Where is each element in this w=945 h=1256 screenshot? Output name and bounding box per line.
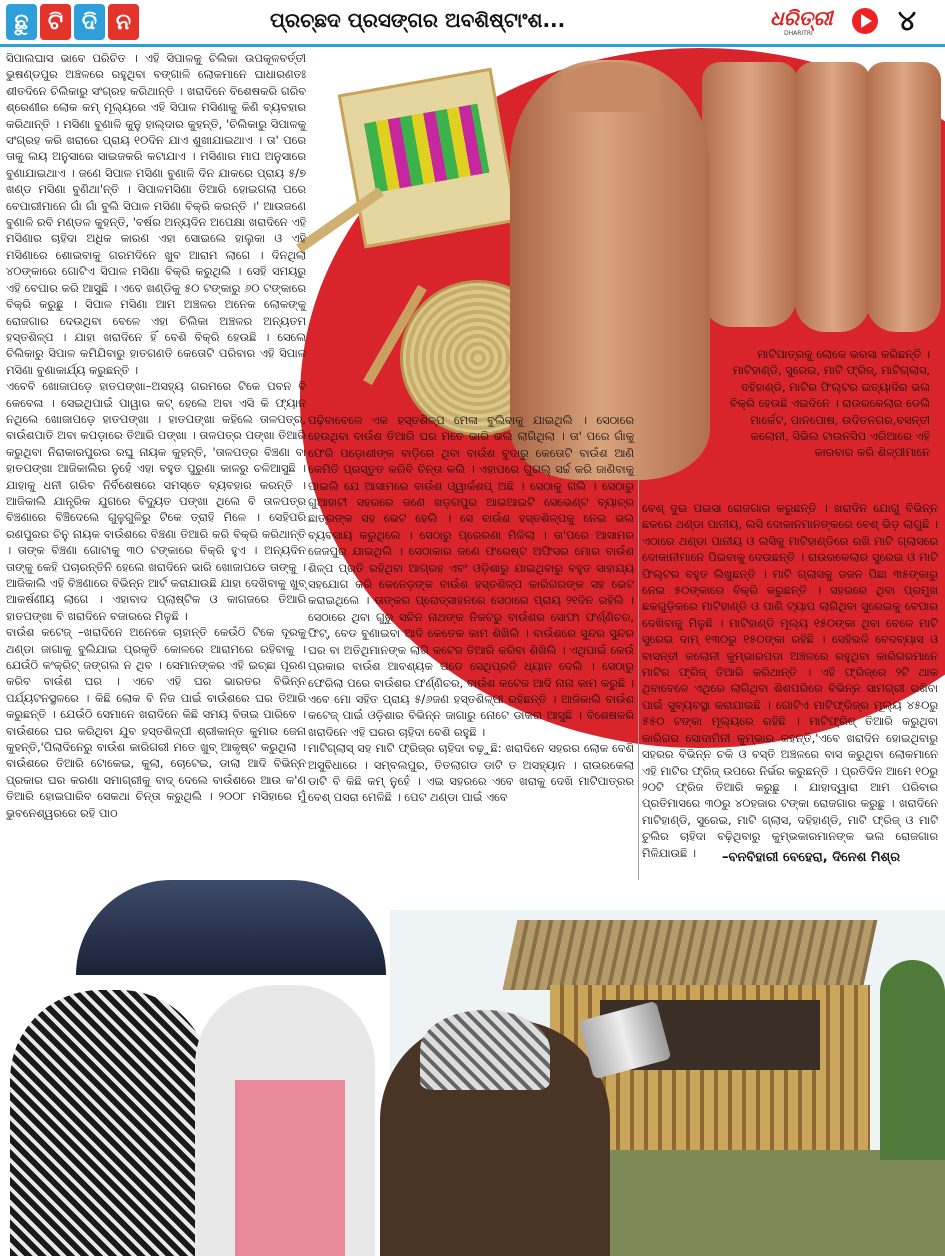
tree-image — [880, 960, 945, 1160]
brand-logo: ଧରିତ୍ରୀ — [770, 6, 833, 30]
header-divider — [0, 44, 945, 47]
umbrella-image — [76, 880, 386, 975]
section-headline: ପ୍ରଚ୍ଛଦ ପ୍ରସଙ୍ଗର ଅବଶିଷ୍ଟାଂଶ... — [270, 8, 566, 32]
person-pink-shirt — [235, 1080, 345, 1256]
article-column-3 — [642, 500, 938, 861]
byline: –ବନବିହାରୀ ବେହେରା, ଦିନେଶ ମିଶ୍ର — [722, 850, 901, 865]
article-column-3-top: ମାଟିପାତ୍ରକୁ ଲୋକେ ଭରସା କରିଛନ୍ତି । ମାଟିହାଣ୍ଡି, ସୁରେଇ, ମାଟି ଫ୍ରିଜ୍, ମାଟିଗ୍ଲାସ, ଦହିହାଣ୍ଡି, ମାଟିର ଫିଲ୍‌ଟର ଇତ୍ୟାଦିର ଭଲ ବିକ୍ରି ହେଉଛି ଏଇଦିନେ । ରାଉରକେଲାର ଡେଲି ମାର୍କେଟ, ପାନପୋଷ, ଉଦିତନଗର,ବସନ୍ତୀ କଲୋନୀ, ସିଭିଲ ଟାଉନସିପ ଏରିଆରେ ଏହି କାରବାର କରି ଶିଳ୍ପୀମାନେ — [729, 347, 930, 460]
clay-pot-image — [702, 62, 797, 327]
page-header — [0, 0, 945, 44]
logo-tile: ନ — [108, 4, 139, 40]
paragraph: ମାଟିଗ୍ଲାସ୍ ସହ ମାଟି ଫ୍ରିଜ୍‌ର ଚାହିଦା ବଢ଼ୁଛି: ଖରାଦିନେ ସହରର ଲୋକ ବେଶି ଅସୁବିଧାରେ । ସମ୍ବଲପୁର, ତିତଲାଗଡ ଡାଟି ତ ଅସହ୍ୟାନ । ରାଉରକେଲା ଡାଟି ବି କିଛି କମ୍ ନୁହେଁ । ଏଇ ସହରରେ ଏବେ ଖରାକୁ ଦେଖି ମାଟିପାତ୍ରର ବେଶ୍ ପସରା ମେଳିଛି । ପେଟ ଥଣ୍ଡା ପାଇଁ ଏବେ — [308, 741, 634, 805]
checked-headcloth — [420, 1010, 550, 1090]
hand-fan-image — [338, 68, 519, 249]
bamboo-cottage-roof — [503, 920, 878, 990]
clay-jar-lid — [560, 62, 660, 112]
article-column-1 — [6, 50, 306, 821]
paragraph: ପଢ଼ିବାବେଳେ ଏକ ହସ୍ତଶିଳ୍ପ ମେଳା ବୁଲିବାକୁ ଯାଇଥିଲି । ସେଠାରେ ହେଉଥିବା ବାଉଁଶ ତିଆରି ଘର ମତେ ଭାରି ଭଲ ଲାଗିଥିଲା । ତା' ପରେ ଗାଁକୁ ଫେରି ପଡ଼ୋଶୀଙ୍କ ବାଡ଼ିରେ ଥିବା ବାଉଁଶ ବୁଦାରୁ କେତୋଟି ବାଉଁଶ ଆଣି କେମିତି ପ୍ରସ୍ତୁତ କରିବି ଚିନ୍ତା କଲି । ଏହାପରେ ଗୁଗଲ୍ ସର୍ଚ୍ଚ କରି ଜାଣିବାକୁ ପାଇଲି ଯେ ଆସାମରେ ବାଉଁଶ ଓ୍ୱାର୍କଶପ୍ ଅଛି । ସେଠାକୁ ଗଲି । ସେଠାରୁ ଗୁଆହାଟୀ ସହରରେ ଜଣେ ଖଡ଼ଗପୁର ଆଇଆଇଟି ସେଭେଣ୍ଟ ବ୍ୟାଚ୍ର ଛାତ୍ରଙ୍କ ସହ ଭେଟ ହେଲି । ସେ ବାଉଁଶ ହସ୍ତଶିଳ୍ପକୁ ନେଇ ଭଲ ବ୍ୟବସାୟ କରୁଥିଲେ । ସେଠାରୁ ପ୍ରେରଣା ମିଳିଲା । ତା'ପରେ ଆସାମର ଜେଜପୁର ଯାଇଥିଲି । ସେଠାକାର ଜଣେ ଫରେଷ୍ଟ ଅଫିସର ମୋର ବାଉଁଶ ଶିଳ୍ପ ପ୍ରତି ରହିଥିବା ଆଗ୍ରହ ଏବଂ ଓଡ଼ିଶାରୁ ଯାଇଥିବାରୁ ବହୁତ ସାହାଯ୍ୟ ସହଯୋଗ କରି କେନେଡ଼ଙ୍କ ବାଉଁଶ ହସ୍ତଶିଳ୍ପ କାରିଗରଙ୍କ ସହ ଭେଟ କରାଇଥିଲେ । ତାଙ୍କର ପ୍ରୋତ୍ସାହନରେ ସେଠାରେ ପ୍ରାୟ ୨୧ଦିନ ରହିଲି । ସେଠାରେ ଥିବା ଗୁରୁ ସଚିନ ନାଥଙ୍କ ନିକଟରୁ ବାଉଁଶର ସୋଫା ଫର୍ଣ୍ଣିଚର, ଫିଟ୍, ବେଡ ବୁଣାଇବା ଆଦି କେତେକ କାମ ଶିଖିଲି । ବାଉଁଶରେ ସୁନ୍ଦର ସୁନ୍ଦର ଘର ବା ଅତିଥିମାନଙ୍କ ଲାଗି କଟେଜ ତିଆରି କରିବା ଶିଖିଲି । ଏଥିପାଇଁ କେଉଁ ପ୍ରକାର ବାଉଁଶ ଆବଶ୍ୟକ ପଡେ ସେଥିପ୍ରତି ଧ୍ୟାନ ଦେଲି । ସେଠାରୁ ଫେରିଲା ପରେ ବାଉଁଶର ଫର୍ଣ୍ଣିଚର, ବାଉଁଶ କଟେଜ ଆଦି ନାନା କାମ କରୁଛି । ଏବେ ମୋ ସହିତ ପ୍ରାୟ ୫/୬ଜଣ ହସ୍ତଶିଳ୍ପୀ ରହିଛନ୍ତି । ଆଜିକାଲି ବାଉଁଶ କଟେଜ୍ ପାଇଁ ଓଡ଼ିଶାର ବିଭିନ୍ନ ଜାଗାରୁ ନୋଟେ ଡାକରା ଆସୁଛି । ବିଶେଷକରି ଖରାଦିନେ ଏହି ଘରର ଚାହିଦା ବେଶି ରହୁଛି । — [308, 413, 634, 739]
paragraph: ଏବେବି ଖୋଜାପଡ଼େ ହାତପଙ୍ଖା–ଅସହ୍ୟ ଗରମରେ ଟିକେ ପବନ ବି କେବେଳା । ସେଇଥିପାଇଁ ପାୱାର କଟ୍ ହେଲେ ଅବା ଏସି କି ଫ୍ୟାନ ନଥିଲେ ଖୋଜାପଡ଼େ ହାତପଙ୍ଖା । ହାତପଙ୍ଖା କହିଲେ ତାଳପତ୍ର, ବାଉଁଶପାତି ଅବା କପଡ଼ାରେ ତିଆରି ପଙ୍ଖା । ତାଳପତ୍ର ପଙ୍ଖା ତିଆରି କରୁଥିବା ନିରାକାରପୁରର ରଘୁ ନାୟକ କୁହନ୍ତି, 'ତାଳପତ୍ର ବିଞ୍ଚଣା ବା ହାତପଙ୍ଖା ଆଜିକାଲିର ନୁହେଁ ଏହା ବହୁତ ପୁରୁଣା କାଳରୁ ଚଳିଆସୁଛି । ଯାହାକୁ ଧନୀ ଗରିବ ନିର୍ବିଶେଷରେ ସମସ୍ତେ ବ୍ୟବହାର କରନ୍ତି । ଆଜିକାଲି ଯାନ୍ତ୍ରିକ ଯୁଗରେ ବିଦ୍ୟୁତ ପଙ୍ଖା ଥିଲେ ବି ତାଳପତ୍ର ବିଞ୍ଚଣାରେ ବିଞ୍ଚିଦେଲେ ଗୁଳୁଗୁଳିରୁ ଟିକେ ତ୍ରାହି ମିଳେ । ସେହିପରି ରଣପୁରର ଚିନୁ ନାୟକ ବାଉଁଶରେ ବିଞ୍ଚଣା ତିଆରି କରି ବିକ୍ରି କରିଥାନ୍ତି । ତାଙ୍କ ବିଞ୍ଚଣା ଗୋଟାକୁ ୩୦ ଟଙ୍କାରେ ବିକ୍ରି ହୁଏ । ଅନ୍ୟଦିନ ତାଙ୍କୁ କେହି ପଚାରନ୍ତିନି ହେଲେ ଖରାଦିନେ ଭାରି ଖୋଜାପଡେ ତାଙ୍କୁ । ଆଜିକାଲି ଏହି ବିଞ୍ଚଣାରେ ବିଭିନ୍ନ ଆର୍ଟ କରାଯାଉଛି ଯାହା ଦେଖିବାକୁ ଖୁବ୍ ଆକର୍ଷଣୀୟ ଲାଗେ । ଏହାବାଦ ପ୍ଲାଷ୍ଟିକ ଓ କାଗଜରେ ତିଆରି ହାତପଙ୍ଖା ବି ଖରାଦିନେ ବଜାରରେ ମିଳୁଛି । — [6, 379, 306, 623]
logo-tile: ଦି — [74, 4, 105, 40]
paragraph: ସିପାଲଘାସ ଭାବେ ପରିଚିତ । ଏହି ସିପାଳକୁ ଚିଲିକା ଉପକୂଳବର୍ତ୍ତୀ ଭୁଷଣ୍ଡପୁର ଅଞ୍ଚଳରେ ରହୁଥିବା ବଙ୍ଗାଳି ଲୋକମାନେ ଘାଧାରଣତଃ ଶୀତଦିନେ ଚିଲିକାରୁ ସଂଗ୍ରହ କରିଥାନ୍ତି । ଖରାଦିନେ ବିଶେଷକରି ଗରିବ ଶ୍ରେଣୀର ଲୋକ କମ୍ ମୂଲ୍ୟରେ ଏହି ସିପାଳ ମସିଣାକୁ କିଣି ବ୍ୟବହାର କରିଥାନ୍ତି । ମସିଣା ବୁଣାଳି କୁନୁ ହାଲ୍‌ଦାର କୁହନ୍ତି, 'ଚିଲିକାରୁ ସିପାଳକୁ ସଂଗ୍ରହ କରି ଖରାରେ ପ୍ରାୟ ୧୦ଦିନ ଯାଏ ଶୁଖାଯାଇଥାଏ । ତା' ପରେ ତାକୁ ଲୟ ଅନୁସାରେ ସାଇଜକରି କଟାଯାଏ । ମସିଣାର ମାପ ଅନୁସାରେ ବୁଣାଯାଇଥାଏ । ଜଣେ ସିପାଳ ମସିଣା ବୁଣାଳି ଦିନ ଯାକରେ ପ୍ରାୟ ୫/୭ ଖଣ୍ଡ ମସିଣା ବୁଣିଥା'ନ୍ତି । ସିପାଳମସିଣା ତିଆରି ହୋଇଗଲା ପରେ ବେପାରୀମାନେ ଗାଁ ଗାଁ ବୁଲି ସିପାଳ ମସିଣା ବିକ୍ରି କରନ୍ତି ।' ଆଉଜଣେ ବୁଣାଳି ରବି ମଣ୍ଡଳ କୁହନ୍ତି, 'ବର୍ଷର ଅନ୍ୟଦିନ ଅପେକ୍ଷା ଖରାଦିନେ ଏହି ମସିଣାର ଚାହିଦା ଅଧିକ କାରଣ ଏହା ସୋଇଲେ ହାଲୁକା ଓ ଏହି ମସିଣାରେ ଶୋଇବାକୁ ଗରମଦିନେ ଖୁବ ଆରାମ ଲାଗେ । ଦିନଥିଲା ୪୦ଙ୍କାରେ ଗୋଟିଏ ସିପାଳ ମସିଣା ବିକ୍ରି କରୁଥିଲି । ସେହି ସମୟରୁ ଏହି ବେପାର କରି ଆସୁଛି । ଏବେ ଖଣ୍ଡିକୁ ୫୦ ଟଙ୍କାରୁ ୬୦ ଟଙ୍କାରେ ବିକ୍ରି କରୁଛୁ । ସିପାଳ ମସିଣା ଆମ ଅଞ୍ଚଳର ଅନେକ ଲୋକଙ୍କୁ ରୋଜଗାର ଦେଉଥିବା ବେଳେ ଏହା ଚିଲିକା ଅଞ୍ଚଳର ଅନ୍ୟତମ ହସ୍ତଶିଳ୍ପ । ଯାହା ଖରାଦିନେ ହିଁ ବେଶି ବିକ୍ରି ହେଉଛି । ସେଲେ ଚିଲିକାରୁ ସିପାଳ କମିଯିବାରୁ ହାତଗଣତି କେତୋଟି ପରିବାର ଏହି ସିପାଳ ମସିଣା ବୁଣାକାର୍ଯ୍ୟ କରୁଛନ୍ତି । — [6, 51, 306, 377]
column-divider — [638, 478, 639, 880]
logo-tile: ଟି — [40, 4, 71, 40]
paragraph: ବେଶ୍ ଦୁଇ ପଇସା ରୋଜଗାର କରୁଛନ୍ତି । ଖରାଦିନ ଯୋଗୁ ବିଭିନ୍ନ ଛକରେ ଥଣ୍ଡା ପାନୀୟ, ଲସି ଦୋକାନମାନଙ୍କରେ ବେଶ୍ ଭିଡ଼ ଲାଗୁଛି । ଏଠାରେ ଥଣ୍ଡା ପାନୀୟ ଓ ଲସିକୁ ମାଟିହାଣ୍ଡିରେ ରଖି ମାଟି ଗ୍ଲାସରେ ଦୋକାନୀମାନେ ପିଇବାକୁ ଦେଉଛନ୍ତି । ରାଉରକେଲାର ସୁରେଇ ଓ ମାଟି ଫିଲ୍ଟର ବହୁତ ଲିଖୁଛନ୍ତି । ମାଟି ଗ୍ଲାସକୁ ଡଜନ ପିଛା ୩୫ଙ୍କାରୁ ନେଇ ୫୦ଙ୍କାରେ ବିକ୍ରି କରୁଛନ୍ତି । ସହରରେ ଥିବା ପ୍ରମୁଖ ଛକଗୁଡ଼ିକରେ ମାଟିହାଣ୍ଡି ଓ ପାଣି ଟ୍ୟାପ ଲାଗିଥିବା ସୁରେଇକୁ ବେପାର ଦେଖିବାକୁ ମିଳୁଛି । ମାଟିହାଣ୍ଡି ମୂଲ୍ୟ ୧୫୦ଙ୍କା ଥିବା ବେଳେ ମାଟି ସୁରେଇ ଦାମ୍ ୧୩୦ରୁ ୧୫୦ଙ୍କା ରହିଛି । ସେହିଭଳି ବେଦବ୍ୟାସ ଓ ବାସନ୍ତୀ କଲୋନୀ କୁମ୍ଭାରପଡା ଅଞ୍ଚଳରେ ରହୁଥିବା କାରିଗରମାନେ ମାଟିର ଫ୍ରିଜ୍ ତିଆରି କରିଥାନ୍ତି । ଏହି ଫ୍ରିଜ୍‌ରେ ୨ଟି ଥାକ ଥିବାବେଳେ ଏଥିରେ ଲାଗିଥିବା ଶିଶପରିରେ ବିଭିନ୍ନ ସାମଗ୍ରୀ ରଖିବା ପାଇଁ ସୁବ୍ୟବସ୍ଥା କରାଯାଇଛି । ଗୋଟିଏ ମାଟିଫ୍ରିଜ୍‌ର ମୂଲ୍ୟ ୪୫୦ରୁ ୫୫୦ ଟଙ୍କା ମୂଲ୍ୟରେ ରହିଛି । ମାଟିଫ୍ରିଜ୍ ତିଆରି କରୁଥିବା କାରିଗର ସୋଦାମିନୀ କୁମ୍ଭାର କହନ୍ତି,'ଏବେ ଖରାଦିନ ହୋଇଥିବାରୁ ସହରର ବିଭିନ୍ନ ଚକି ଓ ବସ୍ତି ଅଞ୍ଚଳରେ ବାସ କରୁଥିବା ଲୋକମାନେ ଏହି ମାଟିର ଫ୍ରିଜ୍ ଉପରେ ନିର୍ଭର କରୁଛନ୍ତି । ପ୍ରତିଦିନ ଆମେ ୧୦ରୁ ୨୦ଟି ଫ୍ରିଜ ତିଆରି କରୁଛୁ । ଯାହାଦ୍ୱାରା ଆମ ପରିବାର ପ୍ରତିମାସରେ ୩୦ରୁ ୪୦ହଜାର ଟଙ୍କା ରୋଜଗାର କରୁଛୁ । ଖରାଦିନେ ମାଟିହାଣ୍ଡି, ସୁରେଇ, ମାଟି ଗ୍ଲାସ, ଦହିହାଣ୍ଡି, ମାଟି ଫ୍ରିଜ୍ ଓ ମାଟି ଚୁଲିର ଚାହିଦା ବଢ଼ିଥିବାରୁ କୁମ୍ଭକାରମାନଙ୍କ ଭଲ ରୋଜଗାର ମିଳିଯାଉଛି । — [642, 501, 938, 860]
brand-subtitle: DHARITRI — [784, 30, 813, 37]
clay-pot-image — [795, 62, 870, 332]
play-icon — [852, 8, 878, 34]
logo-tile: ଛୁ — [6, 4, 37, 40]
section-logo — [6, 4, 139, 40]
person-with-scarf-image — [10, 990, 210, 1256]
paragraph: ବାଉଁଶ କଟେଜ୍ –ଖରାଦିନେ ଅନେକେ ଚାହାନ୍ତି କେଉଁଠି ଟିକେ ଦୂରକୁ ଥଣ୍ଡା ଜାଗାକୁ ବୁଲିଯାଇ ପ୍ରକୃତି କୋଳରେ ଆରାମରେ ରହିବାକୁ । ଯେଉଁଠି କଂକ୍ରିଟ୍ ଜଙ୍ଗଲ ନ ଥିବ । ସେମାନଙ୍କର ଏହି ଇଚ୍ଛା ପୂରଣ କରିବ ବାଉଁଶ ଘର । ଏବେ ଏହି ଘର ଭାରତର ବିଭିନ୍ନ ପର୍ଯ୍ୟଟନସ୍ଥଳରେ । କିଛି ଲୋକ ବି ନିଜ ପାଇଁ ବାଉଁଶରେ ଘର ତିଆରି କରୁଛନ୍ତି । ଯେଉଁଠି ସେମାନେ ଖରାଦିନେ କିଛି ସମୟ ବିତାଇ ପାରିବେ । ବାଉଁଶରେ ଘର କରିଥିବା ଯୁବ ହସ୍ତଶିଳ୍ପୀ ଶ୍ରୀକାନ୍ତ କୁମାର ଜେନା କୁହନ୍ତି,'ପିଲାଦିନେରୁ ବାଉଁଶ କାରିଗରୀ ମତେ ଖୁବ୍ ଆକୃଷ୍ଟ କରୁଥିଲା । ବାଉଁଶରେ ତିଆରି ଟୋକେଇ, କୁଲା, ଚୋଟେଇ, ଡାଲା ଆଦି ବିଭିନ୍ନ ପ୍ରକାର ଘର କରଣା ସମାଗ୍ରୀକୁ ବାଦ୍ ଦେଲେ ବାଉଁଶରେ ଆଉ କ'ଣ ତିଆରି ହୋଇପାରିବ ସେକଥା ଚିନ୍ତା କରୁଥିଲି । ୨୦୦୮ ମସିହାରେ ମୁଁ ଭୁବନେଶ୍ୱରରେ ରହି ପାଠ — [6, 625, 306, 820]
article-column-2 — [308, 412, 634, 806]
clay-pot-image — [866, 62, 941, 332]
fan-pattern — [364, 104, 489, 193]
page-number: ୪ — [898, 4, 916, 37]
